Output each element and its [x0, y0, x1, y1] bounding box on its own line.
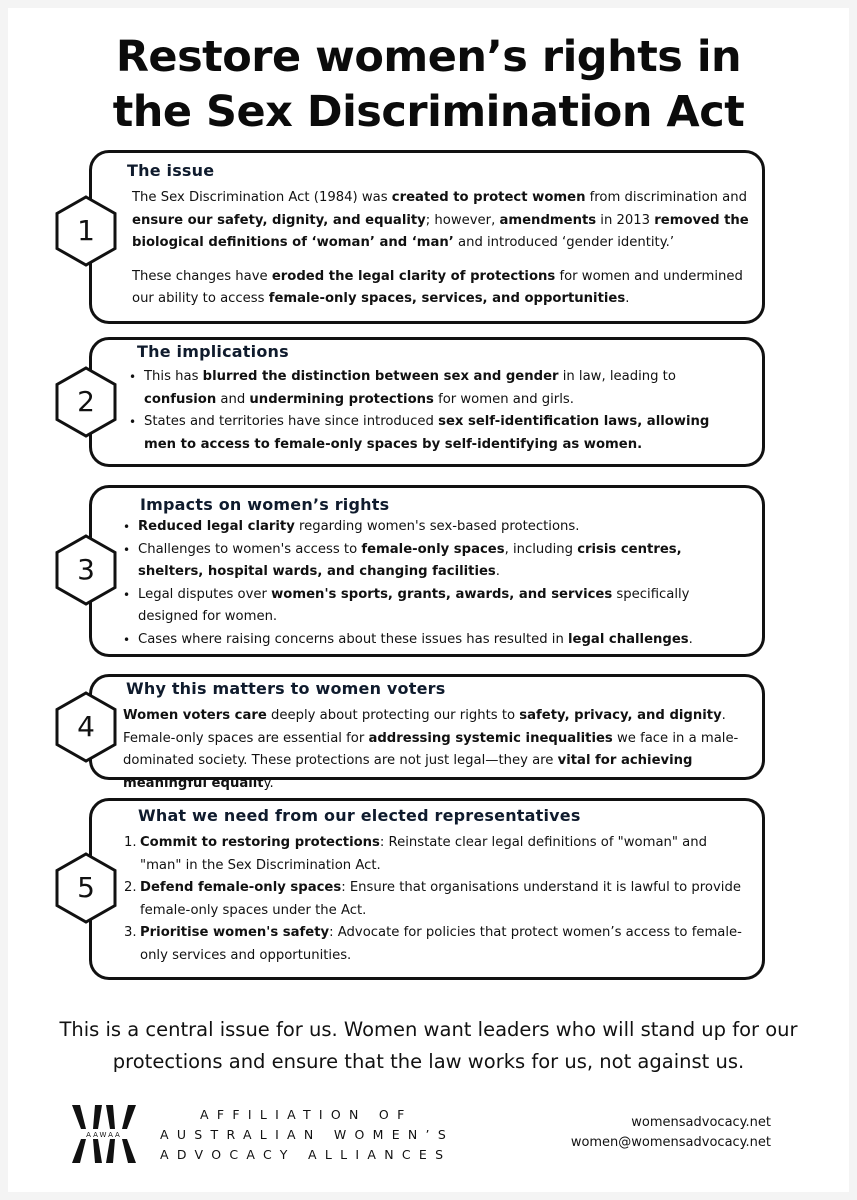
numbered-item	[124, 832, 746, 877]
bold-text: vital for achieving meaningful equalit	[123, 753, 693, 791]
text-run: in law, leading to	[558, 369, 676, 384]
paragraph	[132, 187, 754, 255]
text-run: specifically designed for women.	[138, 586, 690, 624]
item-number: 3.	[124, 925, 137, 940]
bold-text: ensure our safety, dignity, and equality	[132, 212, 426, 228]
text-run: : Ensure that organisations understand it is lawful to provide female-only spaces under the Act.	[140, 880, 741, 918]
item-number: 1.	[124, 835, 137, 850]
text-run: States and territories have since introduced	[144, 414, 439, 429]
text-run: in 2013	[596, 212, 655, 228]
section-body	[122, 516, 742, 651]
contact-details	[571, 1113, 771, 1153]
text-run: for women and girls.	[433, 391, 574, 407]
text-run: .	[495, 564, 500, 579]
closing-line-1: This is a central issue for us. Women want leaders who will stand up for our	[59, 1018, 798, 1041]
bold-text: Commit to restoring protections	[140, 835, 380, 850]
section-heading: Impacts on women’s rights	[140, 495, 390, 514]
section-number: 5	[77, 871, 95, 904]
text-run: .	[688, 631, 693, 647]
text-run: This has	[144, 369, 203, 384]
title-line-1: Restore women’s rights in	[115, 32, 742, 82]
email-link[interactable]: women@womensadvocacy.net	[570, 1135, 771, 1150]
section-body	[128, 366, 738, 456]
section-4-hexagon-badge	[54, 691, 118, 763]
bold-text: blurred the distinction between sex and gender	[202, 369, 559, 384]
bold-text: created to protect women	[391, 190, 586, 205]
bold-text: Defend female-only spaces	[140, 880, 342, 895]
bold-text: crisis centres, shelters, hospital wards, and changing facilities	[138, 541, 682, 579]
section-number: 2	[77, 385, 95, 418]
text-run: for women and undermined our ability to access	[132, 268, 743, 306]
text-run: ; however,	[425, 212, 500, 228]
svg-text:AAWAA: AAWAA	[86, 1131, 122, 1139]
bullet-item	[122, 584, 742, 629]
text-run: deeply about protecting our rights to	[266, 708, 520, 723]
section-number: 3	[77, 553, 95, 586]
bold-text: sex self-identification laws, allowing men to access to female-only spaces by self-identifying as women.	[144, 414, 710, 452]
section-heading: What we need from our elected representatives	[138, 806, 581, 825]
section-number: 4	[77, 710, 95, 743]
section-body	[124, 832, 746, 967]
text-run: we face in a male-dominated society. These protections are not just legal—they are	[123, 730, 739, 768]
bold-text: confusion	[144, 391, 217, 407]
section-heading: Why this matters to women voters	[126, 679, 446, 698]
item-number: 2.	[124, 880, 137, 895]
organisation-logo	[68, 1104, 140, 1164]
bold-text: Women voters care	[123, 708, 267, 723]
section-1-hexagon-badge	[54, 195, 118, 267]
text-run: .	[625, 291, 630, 306]
bold-text: eroded the legal clarity of protections	[271, 268, 556, 284]
text-run: from discrimination and	[585, 190, 747, 205]
section-heading: The implications	[137, 342, 289, 361]
org-line-1: AFFILIATION OF	[200, 1107, 413, 1122]
bold-text: women's sports, grants, awards, and services	[271, 586, 613, 602]
numbered-item	[124, 922, 746, 967]
bold-text: undermining protections	[249, 391, 434, 407]
section-5-hexagon-badge	[54, 852, 118, 924]
bold-text: removed the biological definitions of ‘woman’ and ‘man’	[132, 212, 749, 250]
section-2-hexagon-badge	[54, 366, 118, 438]
organisation-name	[160, 1105, 454, 1165]
bold-text: Prioritise women's safety	[140, 925, 330, 940]
bullet-item	[128, 366, 738, 411]
text-run: : Advocate for policies that protect women’s access to female-only services and opportunities.	[140, 925, 742, 963]
bold-text: legal challenges	[568, 631, 689, 647]
text-run: : Reinstate clear legal definitions of "woman" and "man" in the Sex Discrimination Act.	[140, 835, 707, 873]
text-run: The Sex Discrimination Act (1984) was	[132, 190, 392, 205]
paragraph	[123, 705, 751, 795]
bullet-item	[128, 411, 738, 456]
title-line-2: the Sex Discrimination Act	[112, 87, 745, 137]
bold-text: Reduced legal clarity	[138, 519, 295, 534]
bold-text: safety, privacy, and dignity	[519, 708, 722, 723]
org-line-2: AUSTRALIAN WOMEN’S	[160, 1127, 455, 1142]
text-run: regarding women's sex-based protections.	[294, 519, 580, 534]
paragraph	[132, 266, 754, 311]
w-logo-icon	[68, 1104, 140, 1164]
bold-text: amendments	[499, 212, 597, 228]
text-run: Legal disputes over	[138, 586, 272, 602]
text-run: , including	[504, 541, 578, 557]
text-run: y.	[263, 775, 274, 791]
closing-statement	[0, 1014, 857, 1078]
org-line-3: ADVOCACY ALLIANCES	[160, 1147, 452, 1162]
text-run: These changes have	[132, 268, 272, 284]
section-heading: The issue	[127, 161, 215, 180]
text-run: and	[216, 391, 250, 407]
numbered-item	[124, 877, 746, 922]
bullet-item	[122, 516, 742, 539]
text-run: Cases where raising concerns about these issues has resulted in	[138, 631, 569, 647]
bold-text: female-only spaces, services, and opportunities	[268, 291, 626, 306]
section-body	[123, 705, 751, 795]
bullet-item	[122, 539, 742, 584]
text-run: . Female-only spaces are essential for	[123, 708, 726, 746]
section-3-hexagon-badge	[54, 534, 118, 606]
website-link[interactable]: womensadvocacy.net	[631, 1115, 771, 1130]
page-title	[0, 30, 857, 140]
bold-text: female-only spaces	[361, 541, 505, 557]
closing-line-2: protections and ensure that the law works for us, not against us.	[112, 1050, 745, 1073]
bullet-item	[122, 629, 742, 652]
section-number: 1	[77, 214, 95, 247]
text-run: Challenges to women's access to	[138, 541, 362, 557]
bold-text: addressing systemic inequalities	[368, 730, 613, 746]
section-body	[132, 187, 754, 311]
text-run: and introduced ‘gender identity.’	[453, 235, 675, 250]
